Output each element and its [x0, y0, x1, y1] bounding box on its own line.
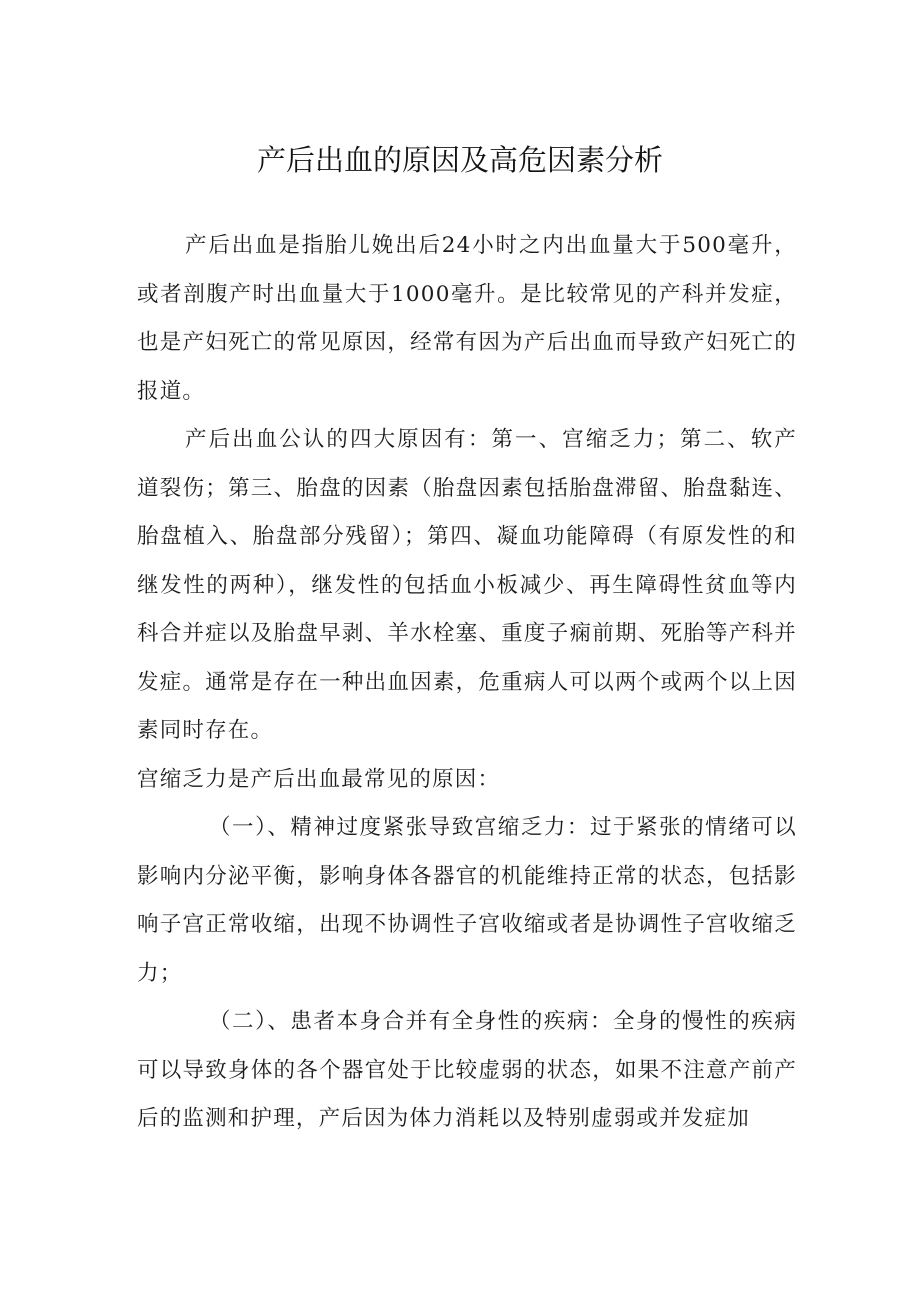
- document-title: 产后出血的原因及高危因素分析: [256, 143, 663, 177]
- paragraph-definition: 产后出血是指胎儿娩出后24小时之内出血量大于500毫升，或者剖腹产时出血量大于1000毫升。是比较常见的产科并发症，也是产妇死亡的常见原因，经常有因为产后出血而导致产妇死亡的报道。: [137, 233, 797, 404]
- paragraph-four-causes: 产后出血公认的四大原因有：第一、宫缩乏力；第二、软产道裂伤；第三、胎盘的因素（胎盘因素包括胎盘滞留、胎盘黏连、胎盘植入、胎盘部分残留）；第四、凝血功能障碍（有原发性的和继发性的两种），继发性的包括血小板减少、再生障碍性贫血等内科合并症以及胎盘早剥、羊水栓塞、重度子痫前期、死胎等产科并发症。通常是存在一种出血因素，危重病人可以两个或两个以上因素同时存在。: [137, 427, 797, 743]
- paragraph-uterine-atony-heading: 宫缩乏力是产后出血最常见的原因：: [137, 766, 501, 792]
- paragraph-cause-two: （二）、患者本身合并有全身性的疾病：全身的慢性的疾病可以导致身体的各个器官处于比较虚弱的状态，如果不注意产前产后的监测和护理，产后因为体力消耗以及特别虚弱或并发症加: [137, 1009, 797, 1131]
- paragraph-cause-one: （一）、精神过度紧张导致宫缩乏力：过于紧张的情绪可以影响内分泌平衡，影响身体各器官的机能维持正常的状态，包括影响子宫正常收缩，出现不协调性子宫收缩或者是协调性子宫收缩乏力；: [137, 815, 797, 986]
- document-body: [137, 222, 797, 1144]
